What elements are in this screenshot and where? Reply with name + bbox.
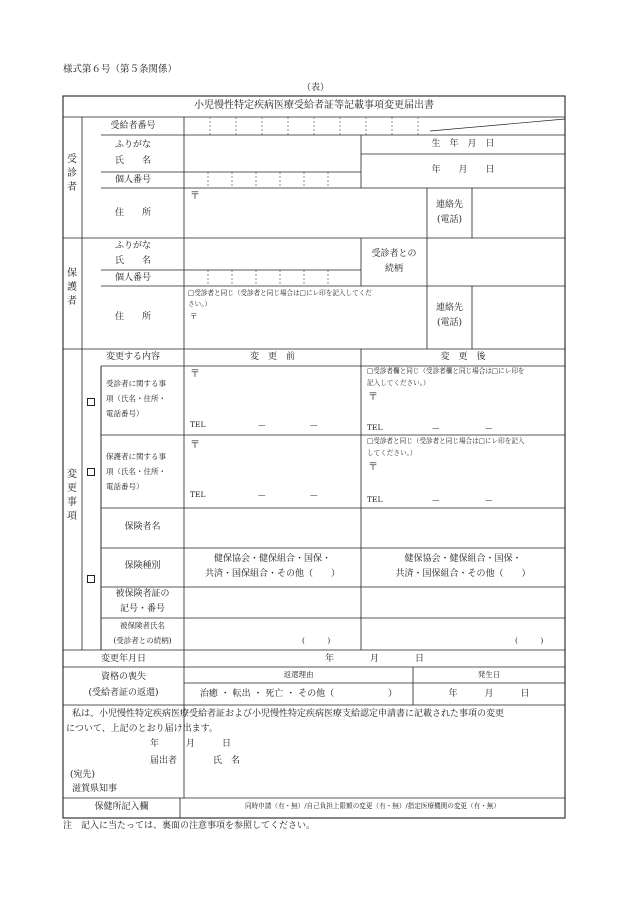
addressee-label: (宛先) xyxy=(70,770,96,780)
after-insurance-options-1[interactable]: 健保協会・健保組合・国保・ xyxy=(404,554,522,564)
declaration-date[interactable]: 年 月 日 xyxy=(150,739,232,749)
footnote: 注 記入に当たっては、裏面の注意事項を参照してください。 xyxy=(63,821,316,831)
before-insurance-options-2[interactable]: 共済・国保組合・その他（ ） xyxy=(204,569,340,579)
after-guardian-same-2: してください。） xyxy=(367,449,417,457)
after-relation-paren: ( ) xyxy=(515,636,544,645)
after-tel-dash-2: — xyxy=(485,423,493,432)
guardian-after-tel-dash-2: — xyxy=(485,495,493,504)
insured-name-label-2: (受診者との続柄) xyxy=(113,636,172,645)
guardian-furigana-label: ふりがな xyxy=(114,241,151,251)
before-tel-label: TEL xyxy=(190,420,206,429)
change-date-label: 変更年月日 xyxy=(100,654,146,664)
loss-label-1: 資格の喪失 xyxy=(100,672,146,682)
insured-card-label-1: 被保険者証の xyxy=(115,589,170,599)
patient-postal-mark: 〒 xyxy=(190,191,200,202)
guardian-address-label: 住 所 xyxy=(114,312,151,322)
guardian-after-postal-mark: 〒 xyxy=(368,462,378,473)
guardian-same-as-patient[interactable]: □受診者と同じ（受診者と同じ場合は□にレ印を記入してくだ xyxy=(188,289,372,297)
patient-item-line-3: 電話番号） xyxy=(106,409,144,418)
guardian-before-postal-mark: 〒 xyxy=(190,440,200,451)
insured-card-label-2: 記号・番号 xyxy=(119,604,165,614)
guardian-name-field[interactable] xyxy=(185,239,360,269)
guardian-contact-label: 連絡先 xyxy=(435,303,463,313)
birthdate-label: 生 年 月 日 xyxy=(431,139,495,149)
governor-label: 滋賀県知事 xyxy=(72,784,118,794)
health-center-label: 保健所記入欄 xyxy=(94,802,149,812)
after-patient-same-2: 記入してください。） xyxy=(367,379,430,387)
guardian-after-tel-dash-1: — xyxy=(432,495,440,504)
col-item-header: 変更する内容 xyxy=(105,352,160,362)
relation-label: 受診者との xyxy=(371,249,417,259)
loss-label-2: (受給者証の返還) xyxy=(88,688,159,698)
before-postal-mark: 〒 xyxy=(190,369,200,380)
insurer-name-label: 保険者名 xyxy=(124,522,161,532)
patient-personal-number-label: 個人番号 xyxy=(114,175,151,185)
birthdate-value[interactable]: 年 月 日 xyxy=(431,165,495,175)
insurance-type-label: 保険種別 xyxy=(124,561,161,571)
guardian-name-label: 氏 名 xyxy=(114,256,151,266)
declaration-line-1: 私は、小児慢性特定疾病医療受給者証および小児慢性特定疾病医療支給認定申請書に記載された事項の変更 xyxy=(72,709,505,719)
before-tel-dash-2: — xyxy=(310,420,318,429)
guardian-item-line-2: 項（氏名・住所・ xyxy=(106,467,166,476)
declaration-line-2: について、上記のとおり届け出ます。 xyxy=(66,724,218,734)
patient-name-label: 氏 名 xyxy=(114,156,151,166)
after-guardian-same-1[interactable]: □受診者と同じ（受診者と同じ場合は□にレ印を記入 xyxy=(367,437,525,445)
insured-name-label-1: 被保険者氏名 xyxy=(120,621,165,630)
form-title: 小児慢性特定疾病医療受給者証等記載事項変更届出書 xyxy=(194,100,434,111)
col-after-header: 変 更 後 xyxy=(440,352,486,362)
applicant-name[interactable]: 届出者 氏 名 xyxy=(150,756,241,766)
after-tel-dash-1: — xyxy=(432,423,440,432)
reason-options[interactable]: 治癒 ・ 転出 ・ 死亡 ・ その他（ ） xyxy=(199,689,398,699)
guardian-item-line-3: 電話番号） xyxy=(106,482,144,491)
change-date-value[interactable]: 年 月 日 xyxy=(324,654,424,664)
patient-item-line-1: 受診者に関する事 xyxy=(106,379,166,388)
guardian-before-tel-dash-1: — xyxy=(258,490,266,499)
before-relation-paren: ( ) xyxy=(302,636,331,645)
side-label: （表） xyxy=(302,83,330,93)
changes-section-label: 変更事項 xyxy=(67,469,77,522)
guardian-before-tel-label: TEL xyxy=(190,490,206,499)
guardian-change-checkbox[interactable] xyxy=(87,468,95,476)
recipient-number-label: 受給者番号 xyxy=(110,121,156,131)
patient-change-checkbox[interactable] xyxy=(87,398,95,406)
after-patient-same-1[interactable]: □受診者欄と同じ（受診者欄と同じ場合は□にレ印を xyxy=(367,367,525,375)
guardian-postal-mark: 〒 xyxy=(190,312,198,321)
guardian-item-line-1: 保護者に関する事 xyxy=(106,452,166,461)
col-before-header: 変 更 前 xyxy=(249,352,295,362)
guardian-same-as-patient-2: さい。） xyxy=(188,300,212,308)
before-tel-dash-1: — xyxy=(258,420,266,429)
patient-phone-label: (電話) xyxy=(436,215,463,225)
patient-contact-label: 連絡先 xyxy=(435,200,463,210)
patient-section-label: 受診者 xyxy=(67,154,77,193)
guardian-personal-number-label: 個人番号 xyxy=(114,273,151,283)
guardian-section-label: 保護者 xyxy=(67,268,77,307)
patient-item-line-2: 項（氏名・住所・ xyxy=(106,394,166,403)
patient-furigana-label: ふりがな xyxy=(114,140,151,150)
form-number: 様式第６号（第５条関係） xyxy=(63,64,178,75)
relation-label-2: 続柄 xyxy=(384,264,403,274)
patient-name-field[interactable] xyxy=(185,136,360,171)
reason-header: 返還理由 xyxy=(283,670,314,679)
guardian-phone-label: (電話) xyxy=(436,318,463,328)
patient-address-label: 住 所 xyxy=(114,208,151,218)
recipient-number-field[interactable] xyxy=(185,118,430,134)
occurrence-date-header: 発生日 xyxy=(477,670,501,679)
guardian-before-tel-dash-2: — xyxy=(310,490,318,499)
occurrence-date-value[interactable]: 年 月 日 xyxy=(448,689,530,699)
patient-address-field[interactable] xyxy=(185,189,426,237)
after-tel-label: TEL xyxy=(367,423,383,432)
insurance-change-checkbox[interactable] xyxy=(87,575,95,583)
health-center-content: 同時申請（有・無）/自己負担上限額の変更（有・無）/指定医療機関の変更（有・無） xyxy=(244,802,500,810)
after-insurance-options-2[interactable]: 共済・国保組合・その他（ ） xyxy=(395,569,531,579)
after-postal-mark: 〒 xyxy=(368,392,378,403)
before-insurance-options-1[interactable]: 健保協会・健保組合・国保・ xyxy=(213,554,331,564)
guardian-after-tel-label: TEL xyxy=(367,495,383,504)
